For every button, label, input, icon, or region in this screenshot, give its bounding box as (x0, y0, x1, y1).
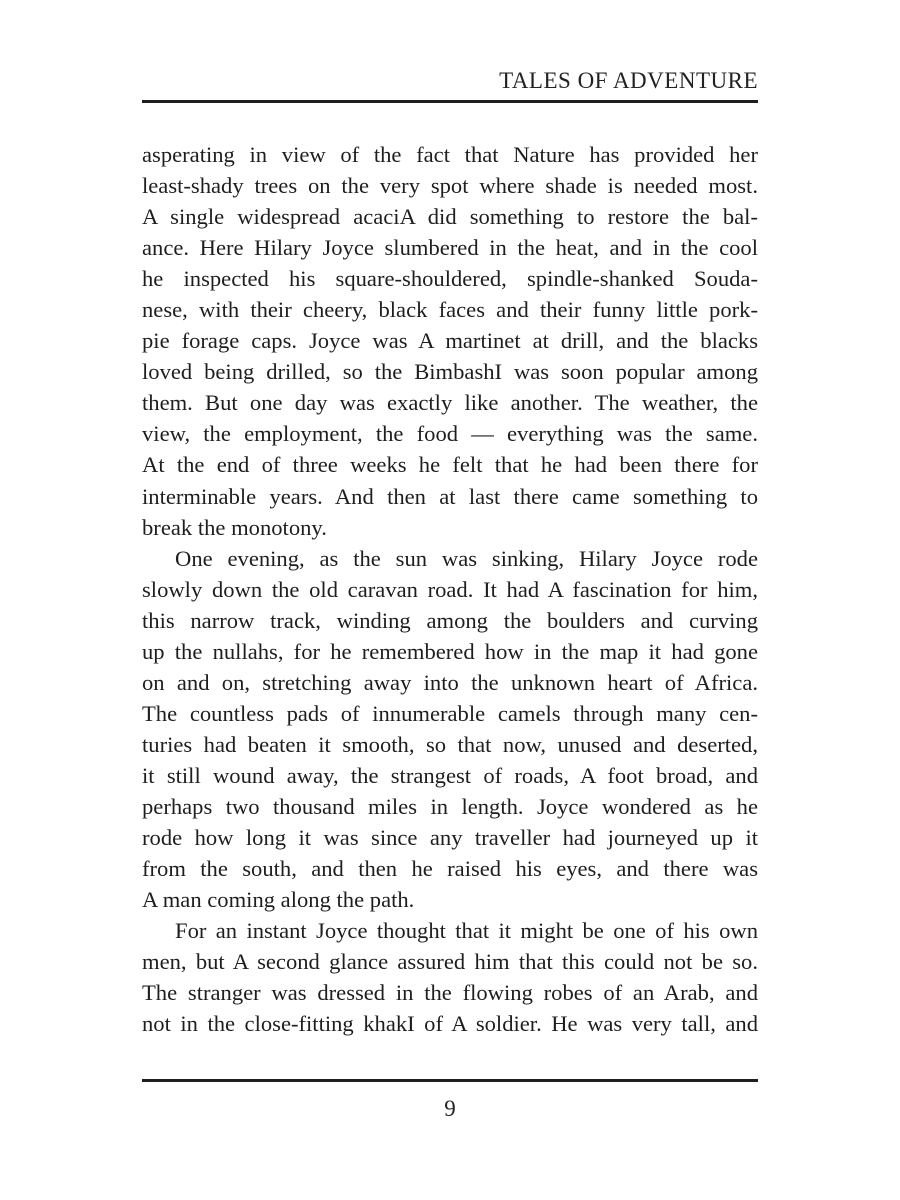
text-line: For an instant Joyce thought that it might be one of his own (175, 918, 758, 944)
text-line: not in the close-fitting khakI of A soldier. He was very tall, and (142, 1011, 758, 1037)
text-line: pie forage caps. Joyce was A martinet at drill, and the blacks (142, 328, 758, 354)
text-line: One evening, as the sun was sinking, Hilary Joyce rode (175, 545, 758, 571)
text-line: ance. Here Hilary Joyce slumbered in the heat, and in the cool (142, 235, 758, 261)
footer-rule (142, 1079, 758, 1082)
text-line: least-shady trees on the very spot where shade is needed most. (142, 173, 758, 199)
text-line: on and on, stretching away into the unknown heart of Africa. (142, 669, 758, 695)
text-line: The stranger was dressed in the flowing robes of an Arab, and (142, 980, 758, 1006)
text-line: he inspected his square-shouldered, spindle-shanked Souda- (142, 266, 758, 292)
text-line: it still wound away, the strangest of roads, A foot broad, and (142, 762, 758, 788)
text-line: up the nullahs, for he remembered how in the map it had gone (142, 638, 758, 664)
header-rule (142, 100, 758, 103)
text-line: break the monotony. (142, 514, 327, 540)
running-head: TALES OF ADVENTURE (499, 68, 758, 93)
text-line: A single widespread acaciA did something to restore the bal- (142, 204, 758, 230)
text-line: loved being drilled, so the BimbashI was soon popular among (142, 359, 758, 385)
text-line: interminable years. And then at last there came something to (142, 483, 758, 509)
text-line: asperating in view of the fact that Nature has provided her (142, 142, 758, 167)
text-line: men, but A second glance assured him that this could not be so. (142, 949, 758, 975)
text-line: rode how long it was since any traveller had journeyed up it (142, 825, 758, 851)
text-line: turies had beaten it smooth, so that now, unused and deserted, (142, 731, 758, 757)
text-line: The countless pads of innumerable camels through many cen- (142, 700, 758, 726)
page-number: 9 (444, 1096, 456, 1121)
text-line: A man coming along the path. (142, 887, 415, 913)
text-line: view, the employment, the food — everything was the same. (142, 421, 758, 447)
text-line: from the south, and then he raised his eyes, and there was (142, 856, 758, 882)
text-line: nese, with their cheery, black faces and their funny little pork- (142, 297, 758, 323)
body-text (142, 139, 758, 1039)
text-line: slowly down the old caravan road. It had A fascination for him, (142, 576, 758, 602)
text-line: At the end of three weeks he felt that he had been there for (142, 452, 758, 478)
text-line: perhaps two thousand miles in length. Joyce wondered as he (142, 793, 758, 819)
text-line: this narrow track, winding among the boulders and curving (142, 607, 758, 633)
text-line: them. But one day was exactly like another. The weather, the (142, 390, 758, 416)
